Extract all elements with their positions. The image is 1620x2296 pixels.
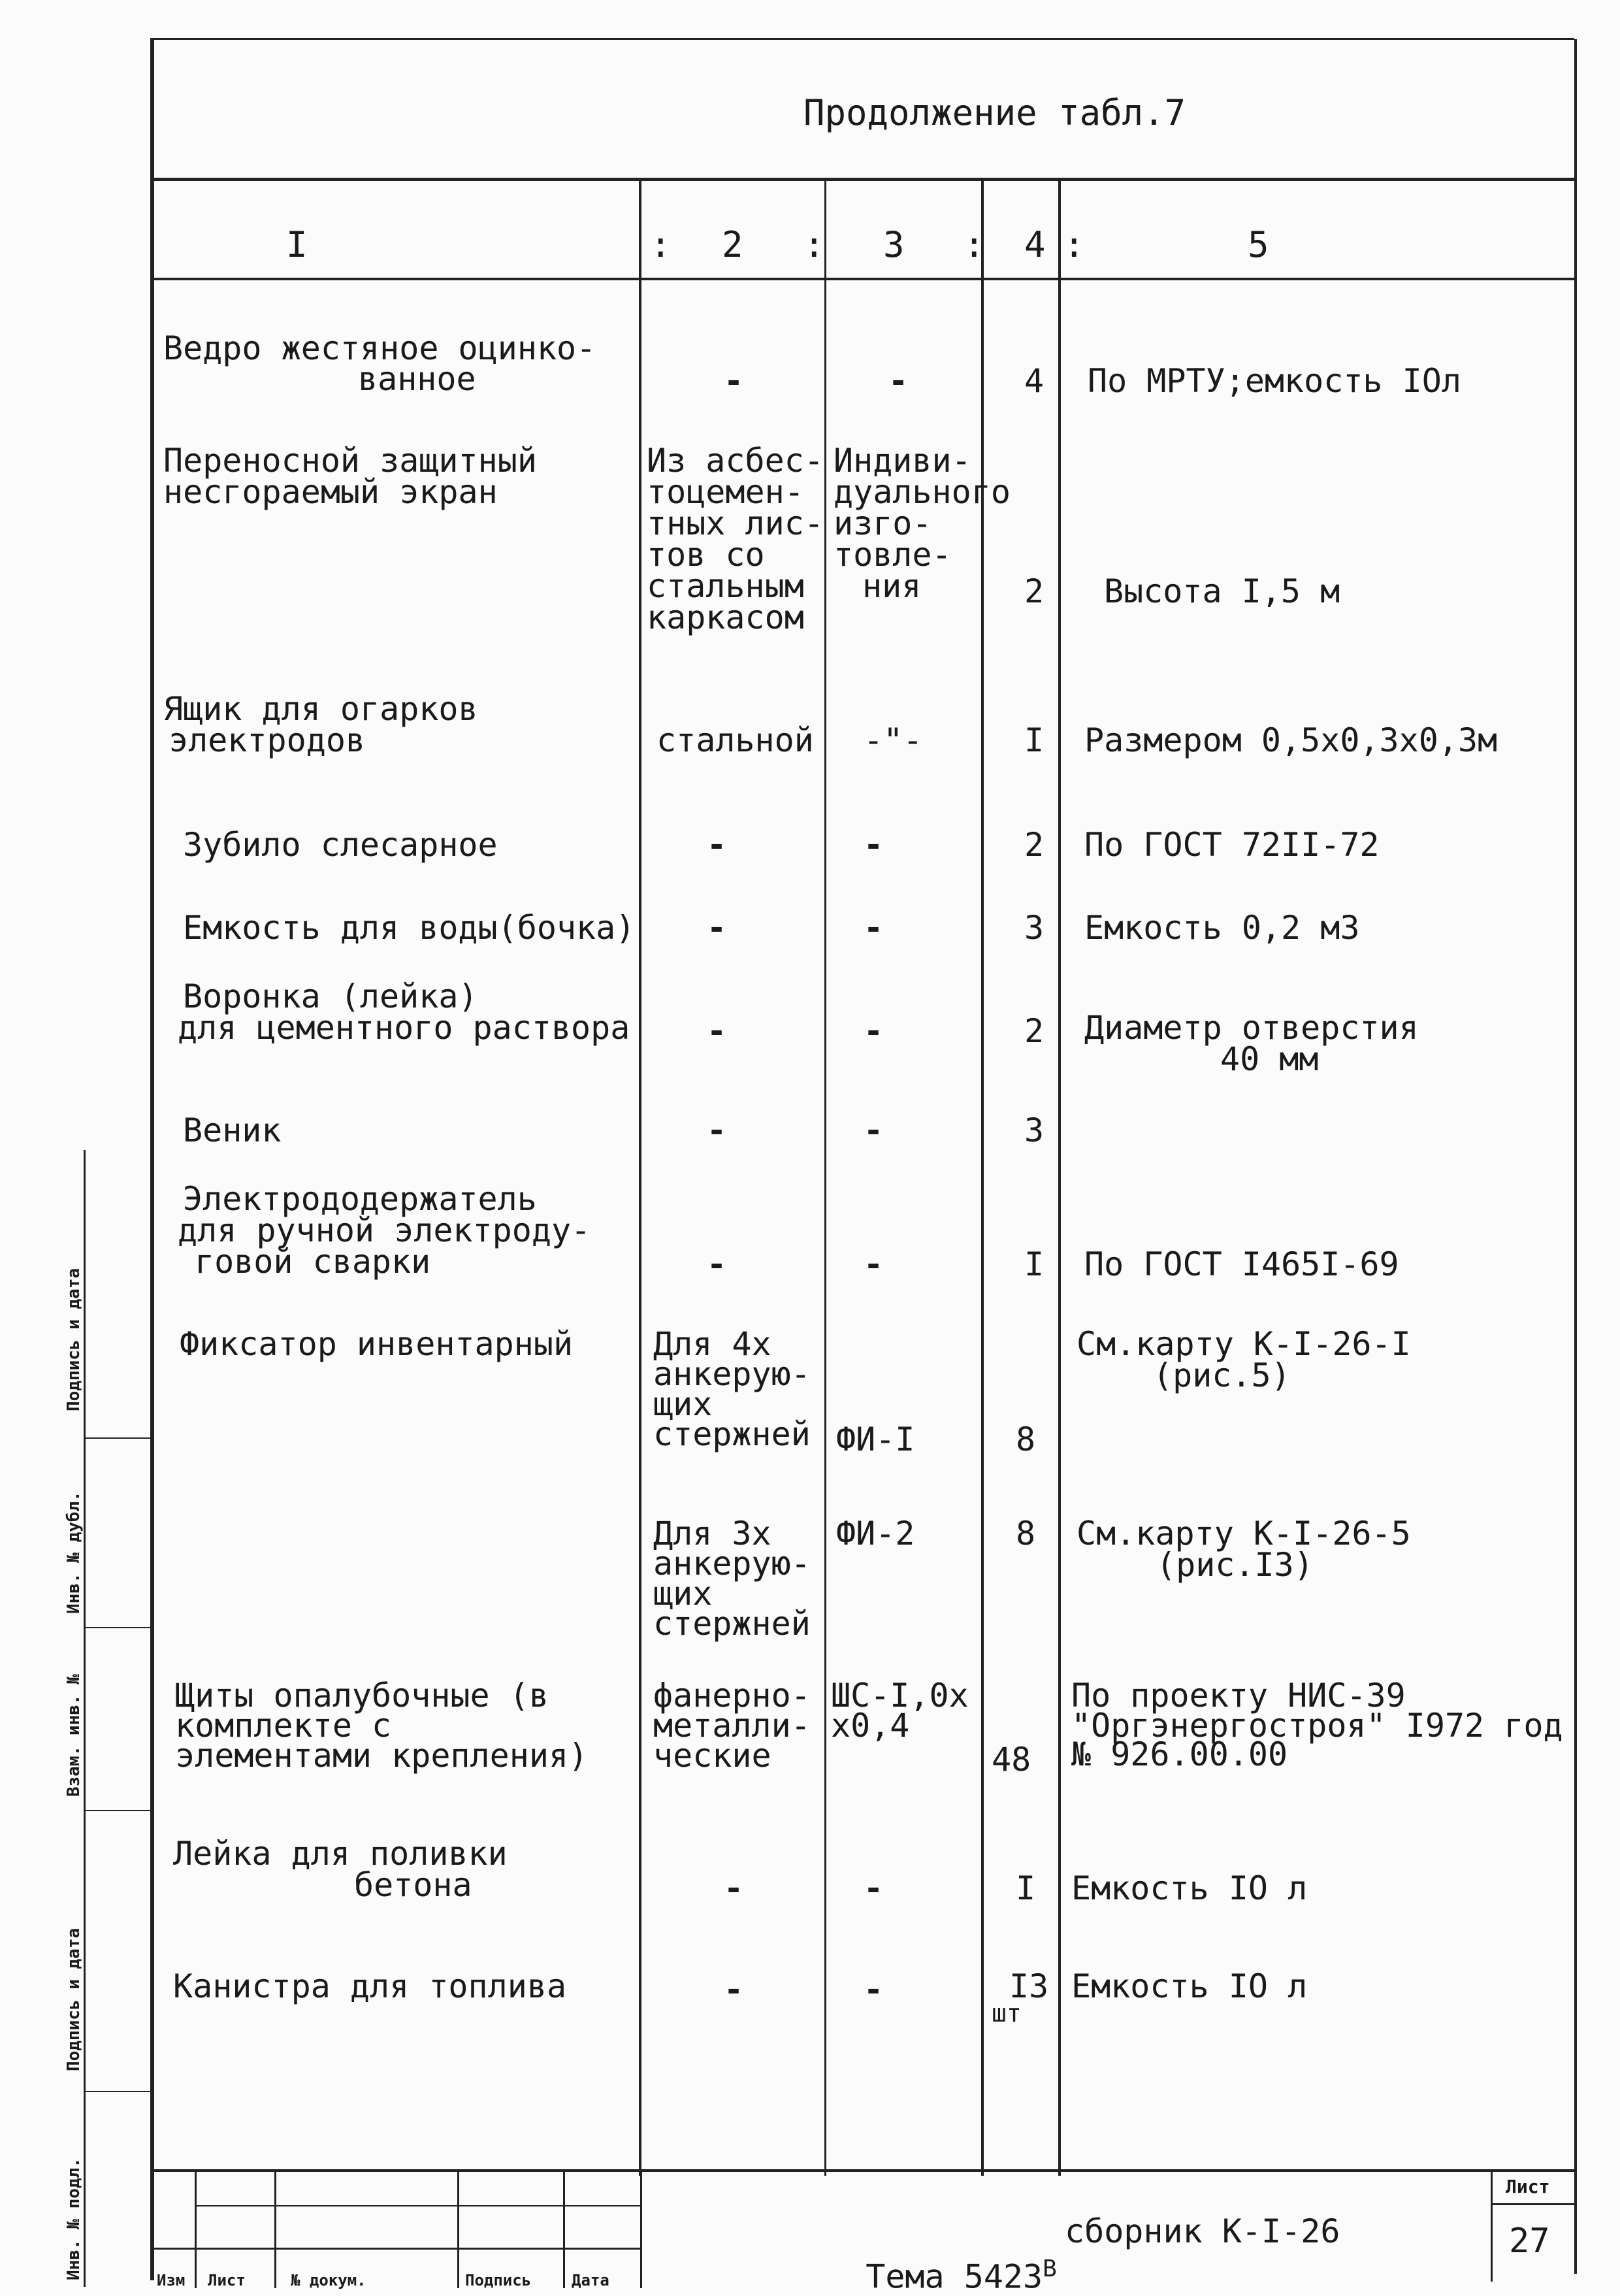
col-sep-2: : [803, 224, 825, 265]
row-material: каркасом [647, 599, 804, 636]
row-name: Ящик для огарков [163, 690, 478, 728]
row-qty: шт [992, 1999, 1022, 2027]
row-note: "Оргэнергостроя" I972 год [1071, 1707, 1563, 1745]
row-material: Для 3х [653, 1515, 771, 1552]
margin-orig-inv: Инв. № подл. [64, 2157, 84, 2280]
row-name: Зубило слесарное [183, 826, 498, 864]
stamp-row-line-2 [154, 2248, 640, 2250]
row-material: - [724, 362, 744, 400]
row-name: Емкость для воды(бочка) [183, 909, 636, 947]
stamp-div-1 [195, 2171, 197, 2288]
col-header-4: 4 [1024, 224, 1046, 265]
sheet-number: 27 [1509, 2222, 1550, 2261]
row-name: ванное [358, 360, 476, 398]
frame-top-line [150, 38, 1574, 40]
margin-dup-inv: Инв. № дубл. [64, 1491, 84, 1614]
row-note: Размером 0,5х0,3х0,3м [1084, 721, 1498, 759]
row-name: электродов [169, 721, 366, 759]
row-material: щих [653, 1575, 713, 1613]
row-note: Диаметр отверстия [1084, 1009, 1419, 1047]
col-header-5: 5 [1248, 224, 1269, 265]
row-standard: ШС-I,0х [831, 1677, 969, 1714]
row-material: ческие [653, 1737, 771, 1775]
row-name: говой сварки [195, 1243, 431, 1281]
row-qty: 2 [1024, 1012, 1045, 1050]
row-standard: Индиви- [834, 442, 971, 480]
stamp-topic-text: Тема 5423 [866, 2257, 1043, 2296]
row-material: - [707, 1012, 727, 1050]
row-standard: - [864, 1245, 884, 1283]
row-qty: 48 [992, 1741, 1031, 1779]
stamp-div-4 [563, 2171, 565, 2288]
row-qty: I [1016, 1869, 1036, 1907]
margin-sep-3 [84, 1810, 152, 1811]
row-standard: - [864, 909, 884, 947]
margin-sep-4 [84, 2091, 152, 2092]
row-standard: - [864, 826, 884, 864]
row-material: стальной [656, 721, 814, 759]
row-standard: ния [862, 567, 922, 605]
row-material: тных лис- [647, 504, 824, 542]
row-name: элементами крепления) [175, 1737, 589, 1775]
row-name: несгораемый экран [163, 473, 498, 511]
col-header-3: 3 [883, 224, 905, 265]
row-material: стержней [653, 1415, 811, 1453]
stamp-div-3 [457, 2171, 459, 2288]
margin-strip-left [84, 1150, 86, 2287]
header-bottom-line [150, 278, 1576, 280]
row-name: Фиксатор инвентарный [180, 1325, 574, 1363]
row-standard: - [864, 1111, 884, 1149]
col-divider-1 [639, 180, 641, 2176]
col-sep-3: : [964, 224, 985, 265]
row-note: См.карту К-I-26-5 [1077, 1515, 1411, 1552]
stamp-col-izm: Изм [157, 2271, 186, 2289]
stamp-topic-sup: В [1043, 2255, 1057, 2282]
row-name: для ручной электроду- [178, 1211, 591, 1249]
title-bottom-line [150, 178, 1576, 181]
row-material: тов со [647, 536, 765, 574]
row-note: № 926.00.00 [1071, 1735, 1288, 1773]
row-name: Ведро жестяное оцинко- [163, 329, 596, 367]
stamp-topic [826, 2220, 1057, 2296]
stamp-col-date: Дата [572, 2271, 609, 2289]
stamp-col-doc: № докум. [291, 2271, 366, 2289]
stamp-div-5 [640, 2171, 642, 2288]
row-standard: ФИ-2 [836, 1515, 915, 1552]
row-note: Емкость IO л [1071, 1967, 1308, 2005]
row-standard: дуального [834, 473, 1011, 511]
row-material: - [724, 1869, 744, 1907]
row-name: Электрододержатель [183, 1180, 537, 1218]
row-qty: I [1024, 1245, 1045, 1283]
row-qty: 8 [1016, 1420, 1036, 1458]
row-material: тоцемен- [647, 473, 804, 511]
row-qty: 3 [1024, 1111, 1045, 1149]
table-continuation-title: Продолжение табл.7 [803, 92, 1186, 133]
margin-sep-1 [84, 1437, 152, 1439]
row-standard: товле- [834, 536, 952, 574]
row-note: По проекту НИС-39 [1071, 1677, 1406, 1714]
row-name: Щиты опалубочные (в [175, 1677, 549, 1714]
row-note: Емкость IO л [1071, 1869, 1308, 1907]
row-note: По МРТУ;емкость IOл [1088, 362, 1461, 400]
col-header-1: I [286, 224, 308, 265]
row-note: По ГОСТ 72II-72 [1084, 826, 1380, 864]
row-note: Высота I,5 м [1104, 572, 1340, 610]
row-qty: 2 [1024, 826, 1045, 864]
row-material: щих [653, 1385, 713, 1423]
row-material: Для 4х [653, 1325, 771, 1363]
row-qty: I [1024, 721, 1045, 759]
margin-sep-2 [84, 1627, 152, 1628]
row-qty: I3 [1009, 1967, 1049, 2005]
row-standard: - [864, 1971, 884, 2009]
row-name: Переносной защитный [163, 442, 537, 480]
row-standard: изго- [834, 504, 932, 542]
row-standard: - [888, 362, 909, 400]
sheet-box-left [1491, 2171, 1493, 2282]
row-material: - [724, 1971, 744, 2009]
sheet-box-mid [1493, 2203, 1574, 2205]
row-material: анкерую- [653, 1355, 811, 1393]
row-material: стержней [653, 1605, 811, 1643]
row-note: Емкость 0,2 м3 [1084, 909, 1360, 947]
row-note: 40 мм [1220, 1040, 1319, 1078]
col-sep-1: : [650, 224, 672, 265]
row-note: (рис.5) [1153, 1356, 1291, 1394]
stamp-div-2 [274, 2171, 276, 2288]
row-material: стальным [647, 567, 804, 605]
frame-right-line [1574, 39, 1577, 2274]
row-standard: х0,4 [831, 1707, 910, 1745]
col-sep-4: : [1063, 224, 1085, 265]
row-standard: - [864, 1012, 884, 1050]
row-qty: 4 [1024, 362, 1045, 400]
row-qty: 2 [1024, 572, 1045, 610]
stamp-top-line [150, 2169, 1576, 2172]
row-name: Воронка (лейка) [183, 977, 478, 1015]
row-material: - [707, 1111, 727, 1149]
row-standard: -"- [864, 721, 923, 759]
col-divider-2 [824, 180, 826, 2176]
row-note: См.карту К-I-26-I [1077, 1325, 1411, 1363]
row-material: металли- [653, 1707, 811, 1745]
row-material: - [707, 826, 727, 864]
row-note: (рис.I3) [1156, 1546, 1314, 1584]
row-standard: ФИ-I [836, 1420, 915, 1458]
row-name: Лейка для поливки [173, 1835, 508, 1873]
row-standard: - [864, 1869, 884, 1907]
row-material: фанерно- [653, 1677, 811, 1714]
stamp-collection: сборник К-I-26 [1065, 2212, 1340, 2250]
row-note: По ГОСТ I465I-69 [1084, 1245, 1399, 1283]
row-name: комплекте с [175, 1707, 392, 1745]
row-material: Из асбес- [647, 442, 824, 480]
stamp-col-list: Лист [208, 2271, 246, 2289]
row-material: анкерую- [653, 1545, 811, 1583]
row-material: - [707, 1245, 727, 1283]
margin-sign-date-1: Подпись и дата [64, 1268, 84, 1411]
margin-sign-date-2: Подпись и дата [64, 1927, 84, 2071]
row-qty: 3 [1024, 909, 1045, 947]
stamp-row-line-1 [196, 2205, 640, 2206]
stamp-col-sign: Подпись [465, 2271, 532, 2289]
margin-vzam-inv: Взам. инв. № [64, 1674, 84, 1797]
frame-left-line [150, 39, 154, 2280]
sheet-label: Лист [1506, 2176, 1550, 2197]
row-name: бетона [354, 1866, 472, 1904]
row-name: Веник [183, 1111, 282, 1149]
row-name: для цементного раствора [178, 1009, 630, 1047]
row-material: - [707, 909, 727, 947]
row-qty: 8 [1016, 1515, 1036, 1552]
col-header-2: 2 [722, 224, 743, 265]
row-name: Канистра для топлива [173, 1967, 567, 2005]
col-divider-4 [1058, 180, 1061, 2176]
